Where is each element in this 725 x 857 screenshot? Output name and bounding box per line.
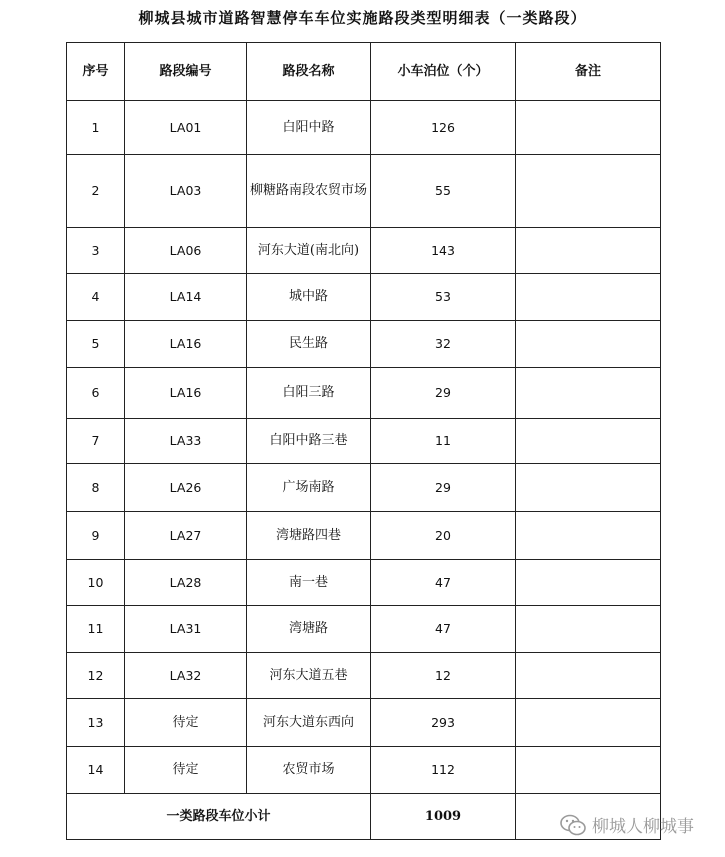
subtotal-label: 一类路段车位小计 [67, 794, 371, 840]
parking-spaces-cell: 53 [371, 274, 516, 321]
row-number-cell: 8 [67, 464, 125, 512]
parking-spaces-cell: 29 [371, 368, 516, 419]
parking-spaces-cell: 47 [371, 560, 516, 606]
row-number-cell: 9 [67, 512, 125, 560]
note-cell [516, 274, 661, 321]
road-code-cell: LA31 [125, 606, 247, 653]
road-code-cell: LA01 [125, 101, 247, 155]
road-code-cell: LA16 [125, 368, 247, 419]
note-cell [516, 606, 661, 653]
row-number-cell: 7 [67, 419, 125, 464]
subtotal-value: 1009 [371, 794, 516, 840]
note-cell [516, 419, 661, 464]
table-row [67, 699, 661, 747]
column-header: 序号 [67, 43, 125, 101]
column-header: 备注 [516, 43, 661, 101]
parking-spaces-cell: 12 [371, 653, 516, 699]
column-header: 路段名称 [247, 43, 371, 101]
road-code-cell: LA27 [125, 512, 247, 560]
parking-table [66, 42, 661, 840]
road-name-cell: 河东大道东西向 [247, 699, 371, 747]
table-row [67, 560, 661, 606]
road-name-cell: 柳糖路南段农贸市场 [247, 155, 371, 228]
table-row [67, 274, 661, 321]
table-row [67, 653, 661, 699]
table-row [67, 464, 661, 512]
parking-spaces-cell: 47 [371, 606, 516, 653]
road-name-cell: 白阳中路 [247, 101, 371, 155]
table-row [67, 155, 661, 228]
table-row [67, 228, 661, 274]
parking-spaces-cell: 55 [371, 155, 516, 228]
row-number-cell: 10 [67, 560, 125, 606]
road-code-cell: 待定 [125, 699, 247, 747]
table-row [67, 419, 661, 464]
row-number-cell: 12 [67, 653, 125, 699]
road-name-cell: 湾塘路四巷 [247, 512, 371, 560]
note-cell [516, 321, 661, 368]
row-number-cell: 5 [67, 321, 125, 368]
note-cell [516, 747, 661, 794]
road-name-cell: 广场南路 [247, 464, 371, 512]
watermark-text: 柳城人柳城事 [592, 817, 694, 837]
road-code-cell: LA28 [125, 560, 247, 606]
table-row [67, 101, 661, 155]
parking-spaces-cell: 112 [371, 747, 516, 794]
column-header: 路段编号 [125, 43, 247, 101]
parking-spaces-cell: 32 [371, 321, 516, 368]
table-row [67, 606, 661, 653]
road-code-cell: LA26 [125, 464, 247, 512]
road-code-cell: LA03 [125, 155, 247, 228]
road-code-cell: LA32 [125, 653, 247, 699]
note-cell [516, 228, 661, 274]
road-code-cell: LA14 [125, 274, 247, 321]
table-row [67, 321, 661, 368]
row-number-cell: 1 [67, 101, 125, 155]
parking-spaces-cell: 11 [371, 419, 516, 464]
row-number-cell: 4 [67, 274, 125, 321]
table-row [67, 368, 661, 419]
wechat-icon [560, 814, 586, 836]
column-header: 小车泊位（个） [371, 43, 516, 101]
note-cell [516, 464, 661, 512]
parking-spaces-cell: 143 [371, 228, 516, 274]
parking-spaces-cell: 29 [371, 464, 516, 512]
road-name-cell: 白阳三路 [247, 368, 371, 419]
page-title: 柳城县城市道路智慧停车车位实施路段类型明细表（一类路段） [138, 9, 587, 27]
parking-spaces-cell: 293 [371, 699, 516, 747]
note-cell [516, 653, 661, 699]
row-number-cell: 3 [67, 228, 125, 274]
note-cell [516, 560, 661, 606]
note-cell [516, 368, 661, 419]
note-cell [516, 101, 661, 155]
road-name-cell: 南一巷 [247, 560, 371, 606]
road-code-cell: LA33 [125, 419, 247, 464]
watermark [560, 812, 694, 837]
road-name-cell: 河东大道(南北向) [247, 228, 371, 274]
row-number-cell: 6 [67, 368, 125, 419]
road-name-cell: 城中路 [247, 274, 371, 321]
road-code-cell: LA06 [125, 228, 247, 274]
note-cell [516, 512, 661, 560]
road-name-cell: 民生路 [247, 321, 371, 368]
row-number-cell: 2 [67, 155, 125, 228]
row-number-cell: 14 [67, 747, 125, 794]
table-row [67, 512, 661, 560]
note-cell [516, 155, 661, 228]
parking-spaces-cell: 20 [371, 512, 516, 560]
road-name-cell: 湾塘路 [247, 606, 371, 653]
row-number-cell: 13 [67, 699, 125, 747]
road-code-cell: 待定 [125, 747, 247, 794]
table-row [67, 747, 661, 794]
road-code-cell: LA16 [125, 321, 247, 368]
table-header-row [67, 43, 661, 101]
road-name-cell: 河东大道五巷 [247, 653, 371, 699]
note-cell [516, 699, 661, 747]
road-name-cell: 白阳中路三巷 [247, 419, 371, 464]
road-name-cell: 农贸市场 [247, 747, 371, 794]
row-number-cell: 11 [67, 606, 125, 653]
parking-spaces-cell: 126 [371, 101, 516, 155]
